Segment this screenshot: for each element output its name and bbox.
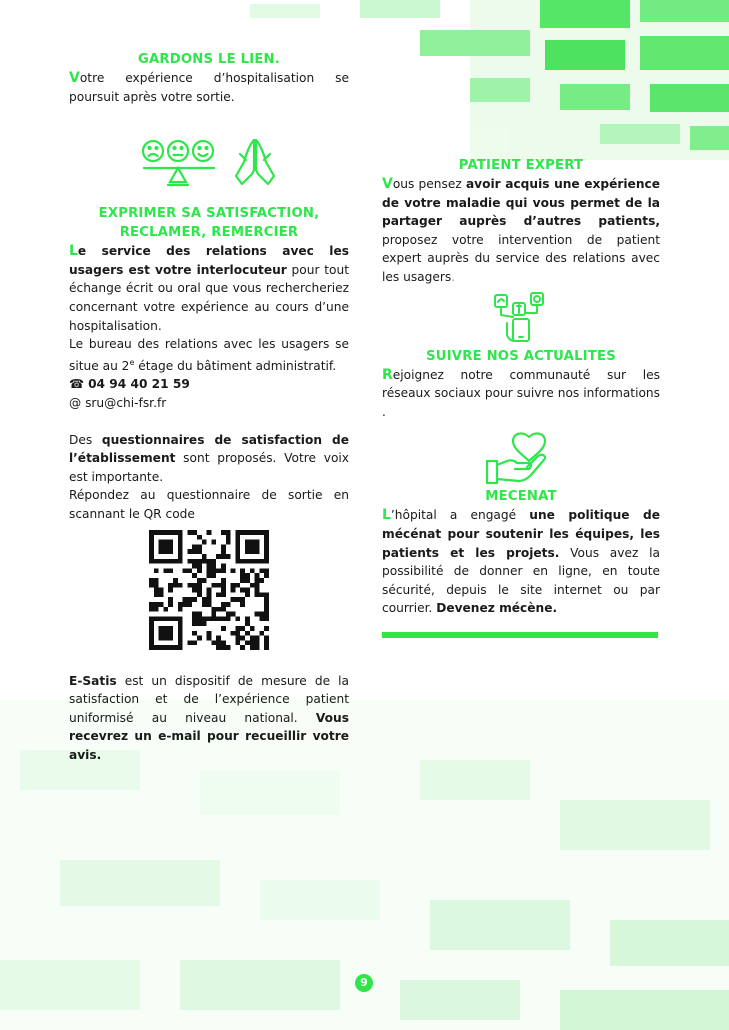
bureau-superscript: e xyxy=(129,357,135,367)
section-gardons-le-lien xyxy=(69,50,349,106)
paragraph-mecenat xyxy=(382,506,660,618)
email-line xyxy=(69,394,349,413)
patient-expert-text-2: proposez votre intervention de patient expert auprès du service des relations avec les usagers xyxy=(382,232,660,284)
green-dot: . xyxy=(451,269,456,284)
drop-cap: L xyxy=(69,243,78,260)
praying-hands-icon xyxy=(232,136,278,188)
questionnaires-bold: questionnaires de satisfaction de l’établissement xyxy=(69,432,349,466)
satisfaction-icons xyxy=(69,136,349,188)
paragraph-questionnaires xyxy=(69,431,349,487)
paragraph-patient-expert xyxy=(382,175,660,287)
esatis-text: est un dispositif de mesure de la satisfaction et de l’expérience patient uniformisé au niveau national. xyxy=(69,673,349,725)
paragraph-lien xyxy=(69,69,349,106)
section-patient-expert xyxy=(382,156,660,287)
phone-number[interactable]: 04 94 40 21 59 xyxy=(88,377,190,392)
paragraph-bureau xyxy=(69,335,349,375)
bureau-text-pre: Le bureau des relations avec les usagers se situe au 2 xyxy=(69,337,349,373)
drop-cap: L xyxy=(382,507,391,524)
page-number: 9 xyxy=(355,974,373,992)
heading-satisfaction-line2: RECLAMER, REMERCIER xyxy=(119,225,299,241)
paragraph-qr-instruction: Répondez au questionnaire de sortie en scannant le QR code xyxy=(69,488,349,521)
section-esatis xyxy=(69,672,349,765)
satisfaction-faces-scale-icon xyxy=(140,136,218,188)
qr-code-icon[interactable] xyxy=(149,530,269,650)
heading-gardons-le-lien: GARDONS LE LIEN. xyxy=(137,52,281,67)
spacer xyxy=(69,413,349,431)
heading-patient-expert: PATIENT EXPERT xyxy=(458,158,584,173)
at-icon: @ xyxy=(69,396,82,410)
section-mecenat xyxy=(382,487,660,638)
lien-text: otre expérience d’hospitalisation se poursuit après votre sortie. xyxy=(69,71,349,104)
hand-giving-heart-icon xyxy=(485,431,557,487)
drop-cap: R xyxy=(382,366,393,383)
mecenat-bold-1: une politique de mécénat pour soutenir les équipes, les patients et les projets. xyxy=(382,508,661,560)
drop-cap: V xyxy=(382,176,393,192)
paragraph-esatis xyxy=(69,672,349,765)
bold-text: e service des relations avec les usagers est votre interlocuteur xyxy=(69,244,349,277)
section-actualites xyxy=(382,347,660,422)
phone-icon: ☎ xyxy=(69,377,85,392)
mecenat-text-2: Vous avez la possibilité de donner en ligne, en toute sécurité, depuis le site internet ou par courrier. xyxy=(382,545,660,616)
social-media-phone-icon xyxy=(491,291,551,343)
actualites-text: ejoignez notre communauté sur les réseaux sociaux pour suivre nos informations . xyxy=(382,367,660,419)
esatis-bold: E-Satis xyxy=(69,673,117,688)
right-column xyxy=(382,156,660,638)
heading-actualites: SUIVRE NOS ACTUALITES xyxy=(426,348,616,364)
paragraph-actualites xyxy=(382,366,660,422)
section-satisfaction xyxy=(69,204,349,649)
heading-satisfaction-line1: EXPRIMER SA SATISFACTION, xyxy=(98,206,320,222)
heading-mecenat: MECENAT xyxy=(485,489,557,505)
phone-line xyxy=(69,375,349,394)
mecenat-bold-2: Devenez mécène. xyxy=(436,601,558,616)
heading-satisfaction xyxy=(69,204,349,242)
paragraph-relations-usagers xyxy=(69,242,349,335)
bureau-text-post: étage du bâtiment administratif. xyxy=(134,358,337,373)
mecenat-text-1: ’hôpital a engagé xyxy=(390,508,530,523)
relations-text: pour tout échange écrit ou oral que vous rechercheriez concernant votre expérience au cours d’une hospitalisation. xyxy=(69,262,349,333)
actualites-icon-block xyxy=(382,291,660,343)
mecenat-icon-block xyxy=(382,431,660,487)
patient-expert-text-1: ous pensez xyxy=(392,177,466,191)
email-address[interactable]: sru@chi-fsr.fr xyxy=(85,396,167,410)
drop-cap: V xyxy=(69,70,80,86)
questionnaires-pre: Des xyxy=(69,432,102,447)
questionnaires-post: sont proposés. Votre voix est importante. xyxy=(69,451,349,484)
green-divider xyxy=(382,632,658,638)
esatis-bold-2: Vous recevrez un e-mail pour recueillir votre avis. xyxy=(69,710,349,762)
patient-expert-bold: avoir acquis une expérience de votre maladie qui vous permet de la partager auprès d’autres patients, xyxy=(382,177,660,229)
left-column xyxy=(69,50,349,765)
